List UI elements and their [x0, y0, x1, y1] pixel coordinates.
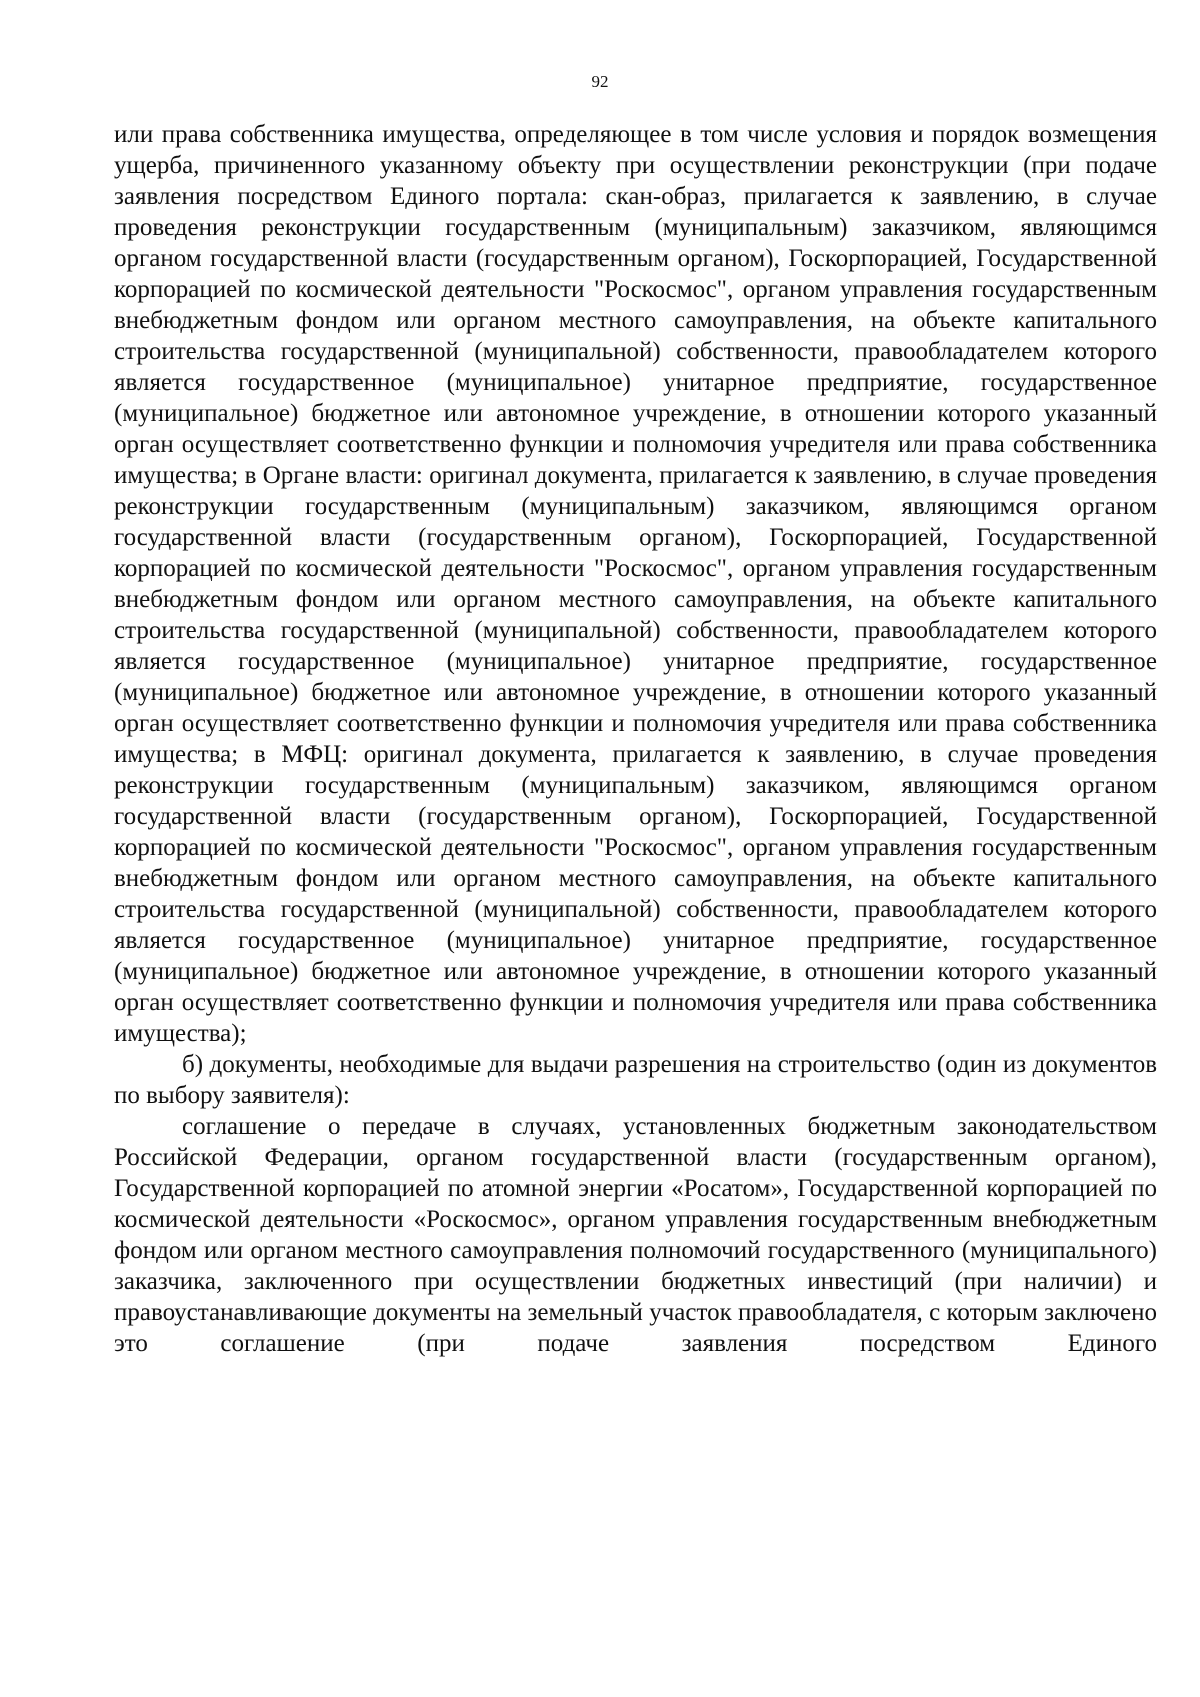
- page-number: 92: [591, 72, 609, 91]
- paragraph-agreement: соглашение о передаче в случаях, установленных бюджетным законодательством Российской Федерации, органом государственной власти (государственным органом), Государственной корпорацией по атомной энергии «Росатом», Государственной корпорацией по космической деятельности «Роскосмос», органом управления государственным внебюджетным фондом или органом местного самоуправления полномочий государственного (муниципального) заказчика, заключенного при осуществлении бюджетных инвестиций (при наличии) и правоустанавливающие документы на земельный участок правообладателя, с которым заключено это соглашение (при подаче заявления посредством Единого: [114, 1113, 1157, 1357]
- document-body: [114, 119, 1157, 1359]
- paragraph-continuation: или права собственника имущества, определяющее в том числе условия и порядок возмещения ущерба, причиненного указанному объекту при осуществлении реконструкции (при подаче заявления посредством Единого портала: скан-образ, прилагается к заявлению, в случае проведения реконструкции государственным (муниципальным) заказчиком, являющимся органом государственной власти (государственным органом), Госкорпорацией, Государственной корпорацией по космической деятельности "Роскосмос", органом управления государственным внебюджетным фондом или органом местного самоуправления, на объекте капитального строительства государственной (муниципальной) собственности, правообладателем которого является государственное (муниципальное) унитарное предприятие, государственное (муниципальное) бюджетное или автономное учреждение, в отношении которого указанный орган осуществляет соответственно функции и полномочия учредителя или права собственника имущества; в Органе власти: оригинал документа, прилагается к заявлению, в случае проведения реконструкции государственным (муниципальным) заказчиком, являющимся органом государственной власти (государственным органом), Госкорпорацией, Государственной корпорацией по космической деятельности "Роскосмос", органом управления государственным внебюджетным фондом или органом местного самоуправления, на объекте капитального строительства государственной (муниципальной) собственности, правообладателем которого является государственное (муниципальное) унитарное предприятие, государственное (муниципальное) бюджетное или автономное учреждение, в отношении которого указанный орган осуществляет соответственно функции и полномочия учредителя или права собственника имущества; в МФЦ: оригинал документа, прилагается к заявлению, в случае проведения реконструкции государственным (муниципальным) заказчиком, являющимся органом государственной власти (государственным органом), Госкорпорацией, Государственной корпорацией по космической деятельности "Роскосмос", органом управления государственным внебюджетным фондом или органом местного самоуправления, на объекте капитального строительства государственной (муниципальной) собственности, правообладателем которого является государственное (муниципальное) унитарное предприятие, государственное (муниципальное) бюджетное или автономное учреждение, в отношении которого указанный орган осуществляет соответственно функции и полномочия учредителя или права собственника имущества);: [114, 121, 1157, 1047]
- paragraph-item-b: б) документы, необходимые для выдачи разрешения на строительство (один из документов по выбору заявителя):: [114, 1051, 1157, 1109]
